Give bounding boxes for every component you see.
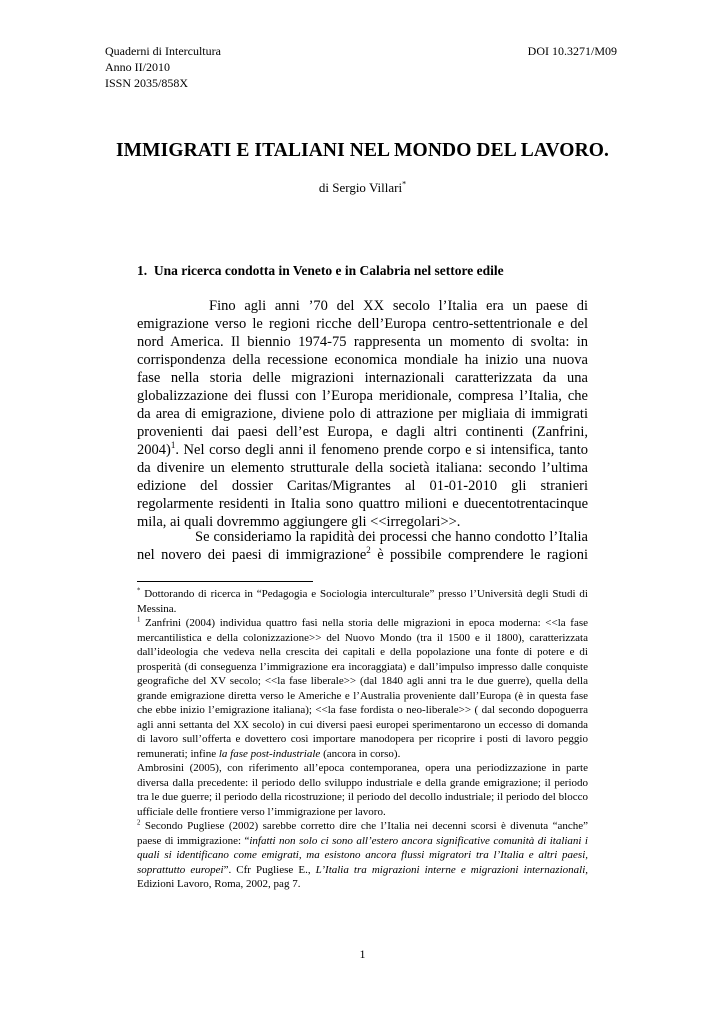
footnote-text: Zanfrini (2004) individua quattro fasi nella storia delle migrazioni in epoca moderna: <<la fase mercantilistica e della colonizzazione>> del Nuovo Mondo (tra il 1500 e il 1800), caratterizzata dall’ideologia che vedeva nella crescita dei capitali e della popolazione una fonte di potere e di prosperità (di conseguenza l’immigrazione era incoraggiata) e dall’impulso impresso dalle conquiste geografiche del XV secolo; <<la fase liberale>> (dal 1840 agli anni tra le due guerre), quella della grande emigrazione diretta verso le Americhe e l’Australia proveniente dall’Europa (è in questa fase che ebbe inizio l’emigrazione italiana); <<la fase fordista o neo-liberale>> ( dal secondo dopoguerra agli anni settanta del XX secolo) in cui diversi paesi europei sperimentarono un eccesso di domanda di lavoro sull’offerta e dovettero così importare manodopera per ricoprire i posti di lavoro peggio remunerati; infine	[137, 617, 588, 760]
footnote-text: ”. Cfr Pugliese E.,	[223, 863, 316, 876]
footnote-text: Secondo Pugliese (2002) sarebbe corretto dire che l’Italia nei decenni scorsi è divenuta “anche” paese di immigrazione: “	[137, 820, 588, 847]
text-line	[137, 546, 588, 564]
footnote-mark: 1	[137, 616, 141, 624]
author-footnote-mark: *	[402, 179, 407, 189]
text-line: mila, ai quali dovremmo aggiungere gli <<irregolari>>.	[137, 514, 461, 530]
footnote-ref-2[interactable]: 2	[366, 545, 371, 556]
text-fragment: . Nel corso degli anni il fenomeno prende corpo e si intensifica, tanto	[175, 442, 588, 458]
running-header-right	[528, 43, 617, 59]
text-line: edizione del dossier Caritas/Migrantes al 01-01-2010 gli stranieri	[137, 478, 588, 494]
footnote-author	[137, 587, 588, 616]
journal-year: Anno II/2010	[105, 60, 170, 74]
footnote-italic: infatti non solo ci sono all’estero ancora significative comunità di italiani i quali si identificano come emigrati, ma esistono ancora flussi migratori tra l’Italia e altri paesi, soprattutto europei	[137, 834, 588, 876]
text-fragment: è possibile comprendere le ragioni	[370, 547, 588, 563]
section-title: Una ricerca condotta in Veneto e in Calabria nel settore edile	[153, 263, 504, 278]
text-line: Fino agli anni ’70 del XX secolo l’Italia era un paese di	[209, 298, 588, 314]
footnote-mark: *	[137, 587, 141, 595]
author-line	[0, 180, 725, 196]
text-line: provenienti dai paesi dell’est Europa, e dagli altri continenti (Zanfrini,	[137, 424, 588, 440]
text-line: nord America. Il biennio 1974-75 rappresenta un momento di svolta: in	[137, 334, 588, 350]
footnote-ref-1[interactable]: 1	[170, 440, 176, 451]
paragraph-2	[137, 528, 588, 564]
footnote-text: , Edizioni Lavoro, Roma, 2002, pag 7.	[137, 863, 589, 890]
paragraph-1	[137, 297, 588, 531]
text-line: corrispondenza della recessione economica mondiale ha inizio una nuova	[137, 352, 588, 368]
footnote-italic: la fase post-industriale	[218, 747, 321, 760]
footnote-1	[137, 616, 588, 761]
footnote-mark: 2	[137, 819, 141, 827]
paper-title: IMMIGRATI E ITALIANI NEL MONDO DEL LAVORO.	[115, 140, 609, 161]
footnote-2	[137, 819, 588, 892]
text-line: globalizzazione dei flussi con l’Europa meridionale, compresa l’Italia, che	[137, 388, 588, 404]
section-number: 1.	[137, 263, 148, 278]
text-line	[137, 441, 588, 459]
footnote-separator	[137, 581, 313, 582]
footnote-text: (ancora in corso).	[320, 747, 401, 760]
text-line: da divenire un elemento strutturale della società italiana: secondo l’ultima	[137, 460, 588, 476]
journal-issn: ISSN 2035/858X	[105, 76, 189, 90]
footnote-text: Dottorando di ricerca in “Pedagogia e Sociologia interculturale” presso l’Università degli Studi di Messina.	[137, 588, 588, 615]
text-line: da area di emigrazione, diviene polo di attrazione per migliaia di immigrati	[137, 406, 588, 422]
footnote-italic: L’Italia tra migrazioni interne e migrazioni internazionali	[315, 863, 586, 876]
text-line: emigrazione verso le regioni ricche dell’Europa centro-settentrionale e del	[137, 316, 588, 332]
author-name: di Sergio Villari	[318, 180, 403, 195]
text-fragment: 2004)	[137, 442, 171, 458]
page-number: 1	[359, 947, 366, 961]
journal-name: Quaderni di Intercultura	[105, 44, 221, 58]
footnotes	[137, 587, 588, 892]
footnote-1-continuation: Ambrosini (2005), con riferimento all’epoca contemporanea, opera una periodizzazione in parte diversa dalla precedente: il periodo dello sviluppo industriale e della grande emigrazione; il periodo tra le due guerre; il periodo della ricostruzione; il periodo del decollo industriale; il periodo del blocco ufficiale delle frontiere verso l’immigrazione per lavoro.	[137, 762, 588, 818]
text-fragment: nel novero dei paesi di immigrazione	[137, 547, 367, 563]
text-line: regolarmente residenti in Italia sono quattro milioni e duecentotrentacinque	[137, 496, 588, 512]
section-heading	[137, 263, 504, 279]
running-header-left	[105, 43, 221, 91]
text-line: fase nella storia delle migrazioni internazionali caratterizzata da una	[137, 370, 588, 386]
doi-label: DOI 10.3271/M09	[527, 44, 617, 58]
text-line: Se consideriamo la rapidità dei processi che hanno condotto l’Italia	[195, 529, 588, 545]
